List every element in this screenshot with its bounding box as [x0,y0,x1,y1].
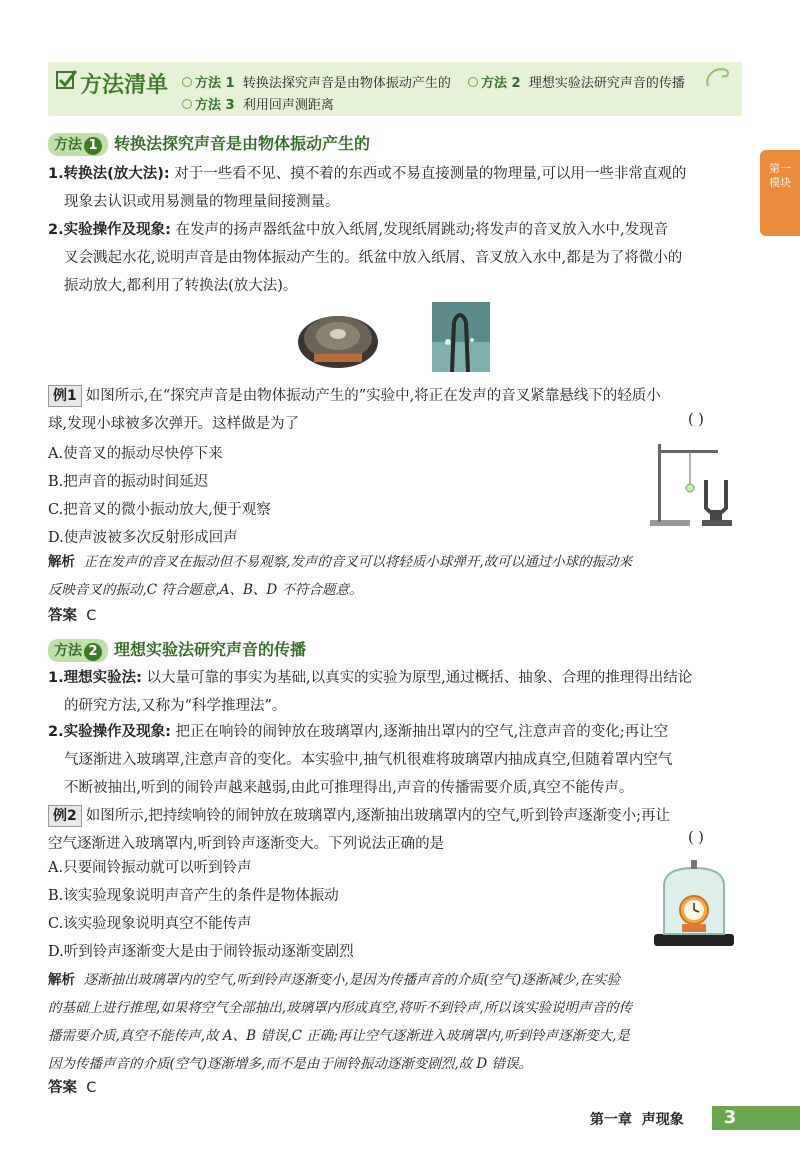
method-2-paragraph-1: 1.理想实验法: 以大量可靠的事实为基础,以真实的实验为原型,通过概括、抽象、合理的推理得出结论 的研究方法,又称为“科学推理法”。 [48,670,693,714]
example-2-tag: 例2 [48,805,82,827]
example-1-tag: 例1 [48,385,82,407]
option-d: D.听到铃声逐渐变大是由于闹铃振动逐渐变剧烈 [48,944,354,960]
banner-title: 方法清单 [80,73,169,98]
method-2-paragraph-2: 2.实验操作及现象: 把正在响铃的闹钟放在玻璃罩内,逐渐抽出罩内的空气,注意声音的变化;再让空 气逐渐进入玻璃罩,注意声音的变化。本实验中,抽气机很难将玻璃罩内抽成真空,但随着罩内空气 不断被抽出,听到的闹铃声越来越弱,由此可推理得出,声音的传播需要介质,真空不能传声。 [48,724,673,796]
example-1-answer: 答案 C [48,608,97,624]
option-b: B.该实验现象说明声音产生的条件是物体振动 [48,888,339,904]
example-2-answer-blank: ( ) [688,830,704,846]
option-c: C.该实验现象说明真空不能传声 [48,916,252,932]
banner-method-2: 方法 2 理想实验法研究声音的传播 [468,72,685,91]
method-2-heading: 方法 2 理想实验法研究声音的传播 [48,637,306,662]
example-2-answer: 答案 C [48,1080,97,1096]
tuning-fork-stand-diagram [646,440,746,530]
example-2-options [48,854,354,966]
checkbox-check-icon [56,68,78,90]
example-1-question: 例1 如图所示,在“探究声音是由物体振动产生的”实验中,将正在发声的音叉紧靠悬线下的轻质小 球,发现小球被多次弹开。这样做是为了 [48,382,748,438]
option-a: A.只要闹铃振动就可以听到铃声 [48,860,252,876]
method-1-heading: 方法 1 转换法探究声音是由物体振动产生的 [48,131,370,156]
bullet-icon [468,77,478,87]
example-1-options [48,440,271,552]
example-2-analysis: 解析 逐渐抽出玻璃罩内的空气,听到铃声逐渐变小,是因为传播声音的介质(空气)逐渐减少,在实验 的基础上进行推理,如果将空气全部抽出,玻璃罩内形成真空,将听不到铃声,所以该实验说明声音的传 播需要介质,真空不能传声,故 A、B 错误,C 正确;再让空气逐渐进入玻璃罩内,听到铃声逐渐变大,是 因为传播声音的介质(空气)逐渐增多,而不是由于闹铃振动逐渐变剧烈,故 D 错误。 [48,972,633,1072]
option-d: D.使声波被多次反射形成回声 [48,530,238,546]
example-1-answer-blank: ( ) [688,412,704,428]
method-1-paragraph-2: 2.实验操作及现象: 在发声的扬声器纸盆中放入纸屑,发现纸屑跳动;将发声的音叉放入水中,发现音 叉会溅起水花,说明声音是由物体振动产生的。纸盆中放入纸屑、音叉放入水中,都是为了将微小的 振动放大,都利用了转换法(放大法)。 [48,222,683,294]
example-1-analysis: 解析 正在发声的音叉在振动但不易观察,发声的音叉可以将轻质小球弹开,故可以通过小球的振动来 反映音叉的振动,C 符合题意,A、B、D 不符合题意。 [48,554,633,598]
bullet-icon [182,99,192,109]
method-1-paragraph-1: 1.转换法(放大法): 对于一些看不见、摸不着的东西或不易直接测量的物理量,可以用一些非常直观的 现象去认识或用易测量的物理量间接测量。 [48,166,687,210]
bell-jar-alarm-clock-image [652,858,736,952]
footer-chapter: 第一章 声现象 [590,1112,684,1128]
option-c: C.把音叉的微小振动放大,便于观察 [48,502,271,518]
banner-method-1: 方法 1 转换法探究声音是由物体振动产生的 [182,72,451,91]
option-b: B.把声音的振动时间延迟 [48,474,209,490]
option-a: A.使音叉的振动尽快停下来 [48,446,223,462]
module-side-tab: 第一 模块 [760,150,800,236]
banner-method-3: 方法 3 利用回声测距离 [182,94,334,113]
speaker-image [296,306,380,370]
example-2-question: 例2 如图所示,把持续响铃的闹钟放在玻璃罩内,逐渐抽出玻璃罩内的空气,听到铃声逐渐变小;再让 空气逐渐进入玻璃罩内,听到铃声逐渐变大。下列说法正确的是 [48,802,748,858]
tuning-fork-water-image [432,302,490,372]
page-number: 3 [723,1107,737,1128]
bullet-icon [182,77,192,87]
swirl-decoration-icon [702,62,732,92]
